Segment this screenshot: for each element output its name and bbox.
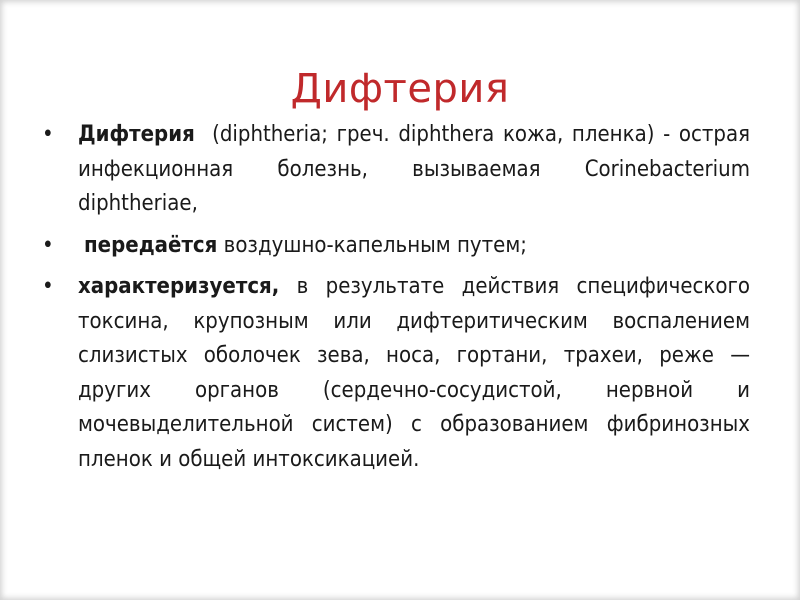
bullet-term: характеризуется,	[78, 274, 280, 299]
bullet-text: в результате действия специфического токсина, крупозным или дифтеритическим воспалением слизистых оболочек зева, носа, гортани, трахеи, реже — других органов (сердечно-сосудистой, нервной и мочевыделительной систем) с образованием фибринозных пленок и общей интоксикацией.	[78, 274, 757, 472]
slide-title: Дифтерия	[290, 65, 510, 112]
bullet-transmission	[40, 229, 750, 264]
bullet-term: передаётся	[84, 232, 218, 258]
bullet-text: воздушно-капельным путем;	[217, 232, 527, 258]
bullet-dot-icon: •	[42, 274, 54, 299]
bullet-term: Дифтерия	[78, 122, 195, 147]
bullet-definition	[40, 118, 757, 222]
bullet-dot-icon: •	[42, 122, 54, 147]
bullet-list	[40, 118, 757, 477]
bullet-dot-icon: •	[42, 232, 54, 258]
bullet-characteristics	[40, 270, 757, 477]
bullet-text: (diphtheria; греч. diphthera кожа, пленка) - острая инфекционная болезнь, вызываемая Corinebacterium diphtheriae,	[78, 122, 757, 216]
